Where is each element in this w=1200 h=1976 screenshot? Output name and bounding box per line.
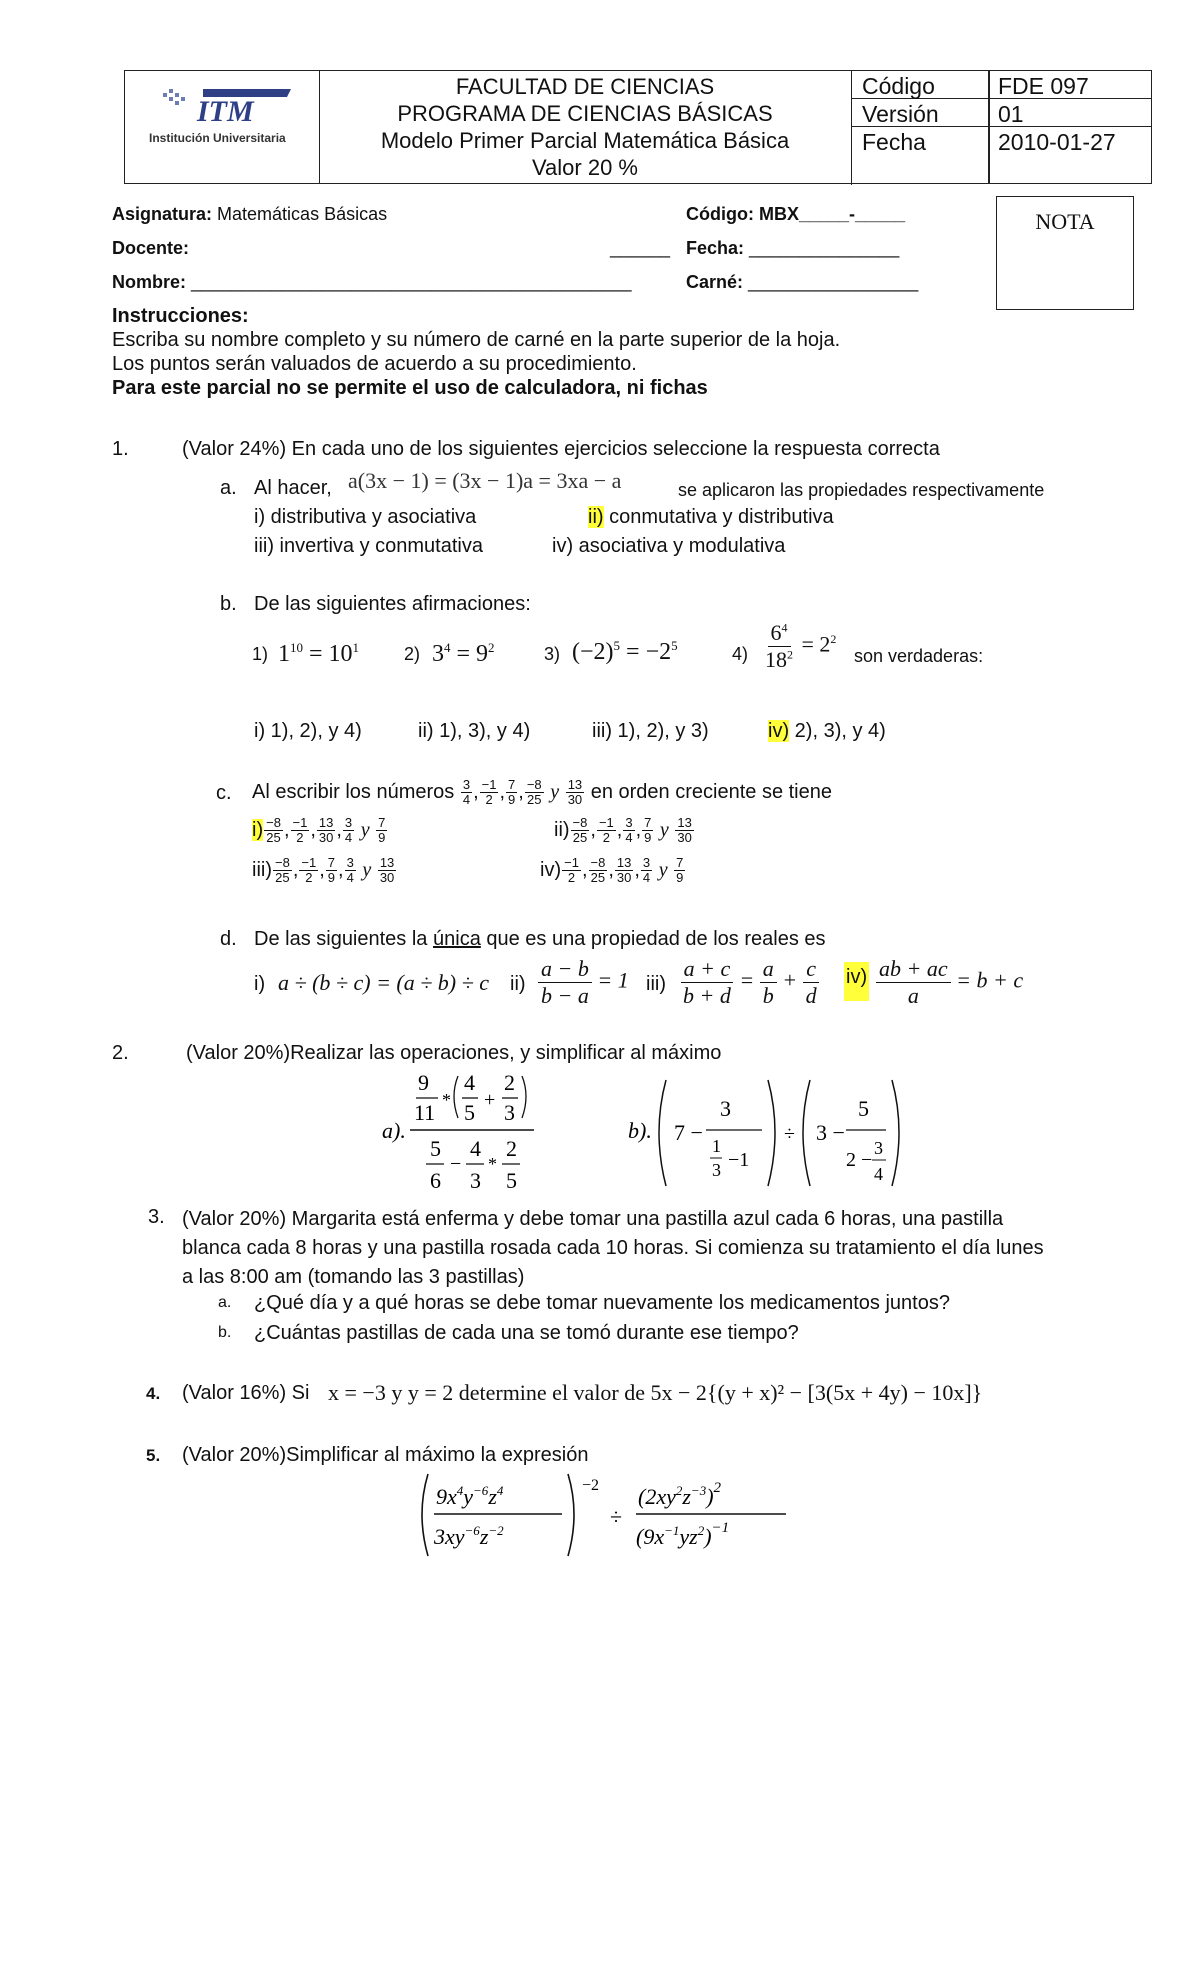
q5-number: 5. [146, 1446, 161, 1465]
q1a-option-i[interactable]: i) distributiva y asociativa [254, 506, 477, 528]
q1b-option-ii[interactable]: ii) 1), 3), y 4) [418, 720, 531, 742]
codigo-value: FDE 097 [998, 73, 1089, 99]
q1b-tail: son verdaderas: [854, 646, 984, 666]
svg-text:*: * [442, 1090, 451, 1110]
q3-line-2: blanca cada 8 horas y una pastilla rosada cada 10 horas. Si comienza su tratamiento el día lunes [182, 1237, 1044, 1259]
codigo-info-label: Código: [686, 204, 754, 224]
fecha-value: 2010-01-27 [998, 129, 1116, 155]
instructions [112, 304, 840, 400]
svg-text:+: + [484, 1089, 496, 1111]
fecha-row [686, 238, 899, 259]
q2-number: 2. [112, 1042, 129, 1064]
q4-number: 4. [146, 1384, 161, 1403]
q1a-option-iv[interactable]: iv) asociativa y modulativa [552, 535, 786, 557]
q4-expression: x = −3 y y = 2 determine el valor de 5x − 2{(y + x)² − [3(5x + 4y) − 10x]} [328, 1380, 983, 1405]
svg-text:3: 3 [874, 1138, 883, 1158]
svg-text:11: 11 [414, 1100, 436, 1125]
q1b-expr-4: $\frac{6^4}{18^2}$ = $2^2$ [765, 620, 837, 672]
title-line-1: FACULTAD DE CIENCIAS [455, 74, 715, 99]
svg-text:ITM: ITM [197, 95, 254, 127]
header-table [124, 70, 1152, 184]
q1b-option-iii[interactable]: iii) 1), 2), y 3) [592, 720, 709, 742]
q1a-label: a. [220, 477, 237, 499]
svg-text:3: 3 [720, 1096, 731, 1121]
q1d-option-iii[interactable]: iii) [646, 973, 666, 995]
svg-text:4: 4 [464, 1070, 475, 1095]
q1b-expr-2: $3^4 = 9^2$ [432, 640, 495, 667]
q1b-option-iv[interactable] [768, 720, 886, 743]
q4-text: (Valor 16%) Si [182, 1382, 310, 1404]
svg-text:÷: ÷ [610, 1504, 623, 1529]
svg-text:−1: −1 [728, 1149, 750, 1171]
q2-expressions [370, 1066, 910, 1200]
q1b-option-iv-marker: iv) [768, 720, 790, 742]
q1b-item-3: 3) [544, 644, 561, 664]
carne-label: Carné: [686, 272, 744, 292]
svg-text:9x4y−6z4: $9x^4y^{-6}z^4$ [436, 1483, 504, 1509]
svg-text:7 −: 7 − [674, 1120, 703, 1145]
q3a-text: ¿Qué día y a qué horas se debe tomar nuevamente los medicamentos juntos? [254, 1292, 950, 1314]
q1d-option-iv[interactable]: iv) [844, 962, 869, 1001]
svg-text:−2: −2 [582, 1477, 600, 1494]
q1b-statements [252, 620, 1012, 692]
q1b-option-i[interactable]: i) 1), 2), y 4) [254, 720, 362, 742]
svg-text:2: 2 [504, 1070, 515, 1095]
q1d-expr-i: a ÷ (b ÷ c) = (a ÷ b) ÷ c [278, 970, 489, 995]
q5-expression [414, 1470, 794, 1560]
instructions-line-2: Los puntos serán valuados de acuerdo a su procedimiento. [112, 353, 637, 375]
fecha-info-label: Fecha: [686, 238, 745, 258]
q1a-option-ii-marker: ii) [588, 506, 604, 528]
q1a-tail: se aplicaron las propiedades respectivamente [678, 480, 1045, 500]
svg-text:3xy−6z−2: $3xy^{-6}z^{-2}$ [434, 1523, 504, 1549]
svg-text:−: − [450, 1153, 462, 1175]
q1d-text-underlined: única [433, 928, 481, 950]
nota-box[interactable] [996, 196, 1134, 310]
q1c-option-iv-marker: iv) [540, 858, 562, 881]
q1b-item-2: 2) [404, 644, 421, 664]
title-line-2: PROGRAMA DE CIENCIAS BÁSICAS [397, 101, 773, 126]
q1d-expr-iii: $\frac{a + c}{b + d}$ = $\frac{a}{b}$ + $\frac{c}{d}$ [680, 956, 820, 1009]
q1c-option-iv[interactable]: iv) $\frac{-1}{2}$ , $\frac{-8}{25}$ , $\frac{13}{30}$ , $\frac{3}{4}$ y $\frac{7}{9}$ [540, 855, 684, 885]
logo-cell [125, 71, 320, 183]
nombre-row [112, 272, 632, 293]
q2-text: (Valor 20%)Realizar las operaciones, y simplificar al máximo [186, 1042, 722, 1064]
q1-number: 1. [112, 438, 129, 460]
instructions-title: Instrucciones: [112, 305, 249, 327]
q1d-option-i[interactable]: i) [254, 973, 266, 995]
q1a-lead: Al hacer, [254, 477, 332, 499]
q1b-option-iv-text: 2), 3), y 4) [794, 720, 886, 742]
svg-text:(9x−1yz2)−1: $(9x^{-1}yz^2)^{-1}$ [636, 1520, 730, 1549]
version-value: 01 [998, 101, 1024, 127]
svg-text:3 −: 3 − [816, 1120, 845, 1145]
carne-blank[interactable]: _________________ [748, 272, 919, 292]
q3-line-3: a las 8:00 am (tomando las 3 pastillas) [182, 1266, 525, 1288]
codigo-info-value[interactable]: MBX_____-_____ [759, 204, 906, 224]
q1d-text-post: que es una propiedad de los reales es [486, 928, 826, 950]
carne-row [686, 272, 918, 293]
svg-text:1: 1 [712, 1136, 721, 1156]
q2-b-label: b). [628, 1118, 652, 1143]
q1a-option-ii[interactable] [588, 506, 834, 529]
q1b-expr-3: $(-2)^5 = -2^5$ [572, 638, 678, 665]
asignatura-row [112, 204, 387, 225]
svg-text:5: 5 [464, 1100, 475, 1125]
q1d-options [254, 956, 1054, 1018]
q1d-text [254, 928, 826, 951]
svg-text:*: * [488, 1154, 497, 1174]
itm-logo [163, 85, 293, 127]
svg-text:2: 2 [506, 1136, 517, 1161]
svg-text:÷: ÷ [784, 1123, 795, 1145]
q1c-line: Al escribir los números $\frac{3}{4}$ , $\frac{-1}{2}$ , $\frac{7}{9}$ , $\frac{-8}{25}$ y $\frac{13}{30}$ en orden creciente se tiene [252, 777, 832, 807]
nota-label: NOTA [1035, 209, 1095, 234]
fecha-label: Fecha [862, 129, 926, 155]
nombre-label: Nombre: [112, 272, 187, 292]
svg-text:5: 5 [858, 1096, 869, 1121]
q3a-label: a. [218, 1294, 232, 1311]
q1-text: (Valor 24%) En cada uno de los siguientes ejercicios seleccione la respuesta correcta [182, 438, 940, 460]
svg-text:2 −: 2 − [846, 1149, 873, 1171]
docente-label: Docente: [112, 238, 190, 258]
svg-text:3: 3 [712, 1160, 721, 1180]
q1c-label: c. [216, 782, 232, 804]
q1d-option-ii[interactable]: ii) [510, 973, 526, 995]
version-label: Versión [862, 101, 939, 127]
svg-text:5: 5 [506, 1168, 517, 1193]
q1c-lead: Al escribir los números [252, 780, 455, 803]
q1b-label: b. [220, 593, 237, 615]
title-cell [319, 71, 852, 185]
q1c-option-iii[interactable]: iii) $\frac{-8}{25}$ , $\frac{-1}{2}$ , $\frac{7}{9}$ , $\frac{3}{4}$ y $\frac{13}{30}$ [252, 855, 395, 885]
asignatura-label: Asignatura: [112, 204, 213, 224]
q1c-option-i[interactable]: i) $\frac{-8}{25}$ , $\frac{-1}{2}$ , $\frac{13}{30}$ , $\frac{3}{4}$ y $\frac{7}{9}$ [252, 815, 386, 845]
q1c-option-ii-marker: ii) [554, 818, 570, 841]
q1d-text-pre: De las siguientes la [254, 928, 428, 950]
q5-text: (Valor 20%)Simplificar al máximo la expresión [182, 1444, 589, 1466]
docente-row [112, 238, 189, 259]
instructions-bold: Para este parcial no se permite el uso de calculadora, ni fichas [112, 377, 708, 399]
q3b-text: ¿Cuántas pastillas de cada una se tomó durante ese tiempo? [254, 1322, 799, 1344]
svg-text:3: 3 [470, 1168, 481, 1193]
svg-text:5: 5 [430, 1136, 441, 1161]
q1a-equation: a(3x − 1) = (3x − 1)a = 3xa − a [348, 468, 622, 493]
q3-number: 3. [148, 1206, 165, 1228]
svg-text:3: 3 [504, 1100, 515, 1125]
q1a-option-ii-text: conmutativa y distributiva [609, 506, 834, 528]
svg-text:4: 4 [470, 1136, 481, 1161]
q1d-label: d. [220, 928, 237, 950]
q2-a-label: a). [382, 1118, 406, 1143]
nombre-blank[interactable]: ____________________________________________ [191, 272, 632, 292]
codigo-row [686, 204, 905, 225]
q3-text [182, 1205, 1044, 1292]
asignatura-value: Matemáticas Básicas [217, 204, 388, 224]
q1c-option-i-marker: i) [252, 818, 264, 841]
q1b-item-4: 4) [732, 644, 749, 664]
svg-text:9: 9 [418, 1070, 429, 1095]
svg-text:4: 4 [874, 1164, 883, 1184]
logo-caption: Institución Universitaria [149, 131, 286, 145]
q3-line-1: (Valor 20%) Margarita está enferma y debe tomar una pastilla azul cada 6 horas, una pastilla [182, 1208, 1004, 1230]
q1d-expr-ii: $\frac{a - b}{b - a}$ = 1 [538, 956, 629, 1009]
fecha-blank[interactable]: _______________ [749, 238, 900, 258]
q1a-option-iii[interactable]: iii) invertiva y conmutativa [254, 535, 483, 557]
q1c-option-ii[interactable]: ii) $\frac{-8}{25}$ , $\frac{-1}{2}$ , $\frac{3}{4}$ , $\frac{7}{9}$ y $\frac{13}{30}$ [554, 815, 692, 845]
title-line-4: Valor 20 % [532, 155, 638, 180]
q3b-label: b. [218, 1324, 232, 1341]
docente-blank[interactable]: ______ [610, 238, 671, 258]
q1b-item-1: 1) [252, 644, 269, 664]
meta-cell [852, 71, 1151, 183]
q1b-text: De las siguientes afirmaciones: [254, 593, 531, 615]
codigo-label: Código [862, 73, 935, 99]
instructions-line-1: Escriba su nombre completo y su número de carné en la parte superior de la hoja. [112, 329, 841, 351]
svg-text:(2xy2z−3)2: $(2xy^2z^{-3})^2$ [638, 1480, 722, 1509]
q1c-option-iii-marker: iii) [252, 858, 272, 881]
title-line-3: Modelo Primer Parcial Matemática Básica [380, 128, 790, 153]
q1d-expr-iv: $\frac{ab + ac}{a}$ = b + c [876, 956, 1023, 1009]
q1c-tail: en orden creciente se tiene [590, 780, 832, 803]
q1c-y: y [550, 780, 560, 803]
svg-text:6: 6 [430, 1168, 441, 1193]
q1b-expr-1: $1^{10} = 10^1$ [278, 640, 360, 667]
